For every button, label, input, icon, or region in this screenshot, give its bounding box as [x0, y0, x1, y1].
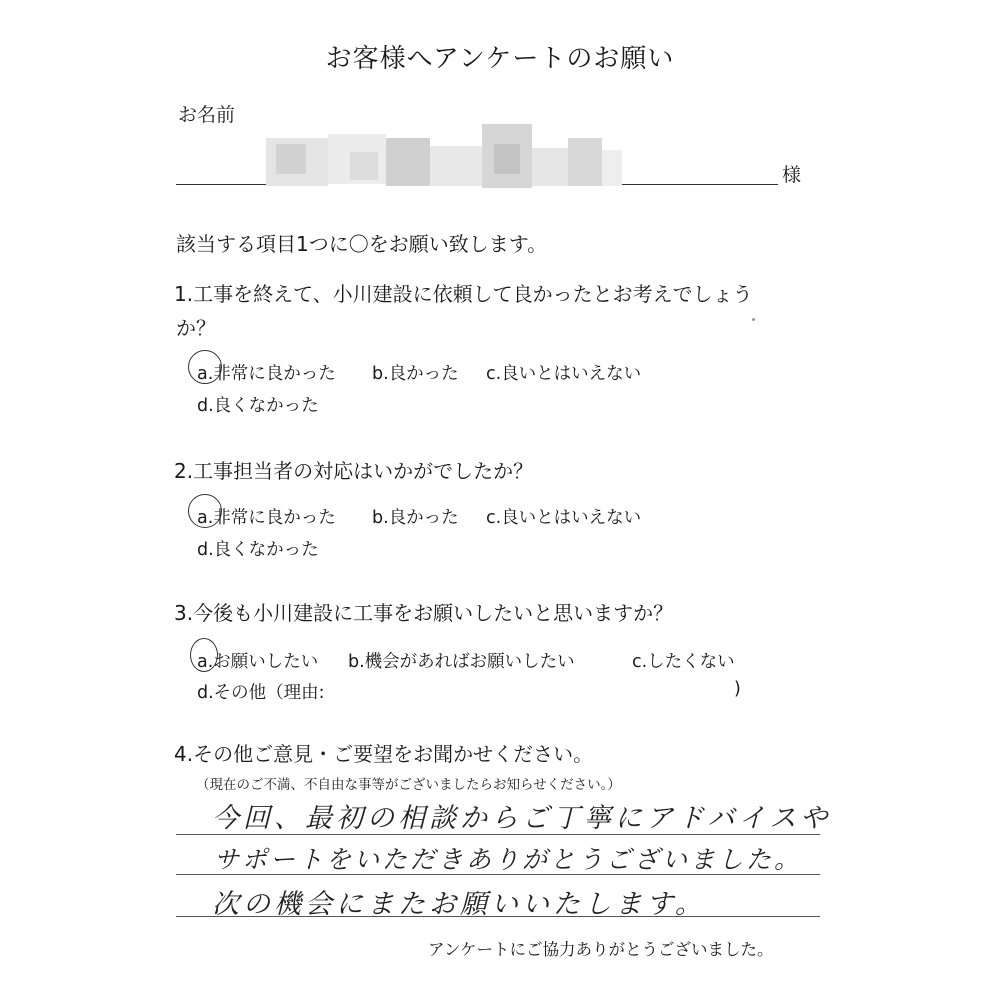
q3-close-paren: ) — [734, 679, 741, 699]
thanks-text: アンケートにご協力ありがとうございました。 — [428, 940, 774, 959]
question-4: 4.その他ご意見・ご要望をお聞かせください。 — [174, 742, 594, 766]
q1-option-c[interactable]: c.良いとはいえない — [486, 364, 642, 384]
question-3: 3.今後も小川建設に工事をお願いしたいと思いますか？ — [174, 601, 674, 625]
redacted-name-mosaic — [266, 124, 622, 188]
q3-option-c[interactable]: c.したくない — [632, 652, 735, 672]
name-line-left — [176, 184, 266, 185]
q3-option-b[interactable]: b.機会があればお願いしたい — [348, 652, 575, 672]
q1-option-b[interactable]: b.良かった — [372, 364, 459, 384]
name-line-right — [622, 184, 778, 185]
question-1-continued: か？ — [176, 316, 216, 340]
q2-option-b[interactable]: b.良かった — [372, 508, 459, 528]
question-2: 2.工事担当者の対応はいかがでしたか？ — [174, 459, 534, 483]
q2-option-d[interactable]: d.良くなかった — [197, 540, 319, 560]
paper-speck — [752, 318, 755, 321]
handwritten-line-2: サポートをいただきありがとうございました。 — [214, 845, 803, 874]
survey-title: お客様へアンケートのお願い — [325, 44, 675, 74]
q1-option-d[interactable]: d.良くなかった — [197, 396, 319, 416]
q2-option-a[interactable]: a.非常に良かった — [197, 508, 336, 528]
q2-option-c[interactable]: c.良いとはいえない — [486, 508, 642, 528]
question-1: 1.工事を終えて、小川建設に依頼して良かったとお考えでしょう — [174, 282, 753, 306]
q3-option-d[interactable]: d.その他（理由: — [197, 683, 325, 703]
q1-option-a[interactable]: a.非常に良かった — [197, 364, 336, 384]
question-4-note: （現在のご不満、不自由な事等がございましたらお知らせください。） — [196, 777, 621, 793]
name-label: お名前 — [178, 104, 236, 126]
handwritten-line-3: 次の機会にまたお願いいたします。 — [212, 889, 706, 920]
instruction-text: 該当する項目1つに〇をお願い致します。 — [176, 232, 548, 256]
name-suffix: 様 — [782, 164, 802, 186]
handwritten-line-1: 今回、最初の相談からご丁寧にアドバイスや — [212, 803, 832, 834]
q3-option-a[interactable]: a.お願いしたい — [197, 652, 319, 672]
